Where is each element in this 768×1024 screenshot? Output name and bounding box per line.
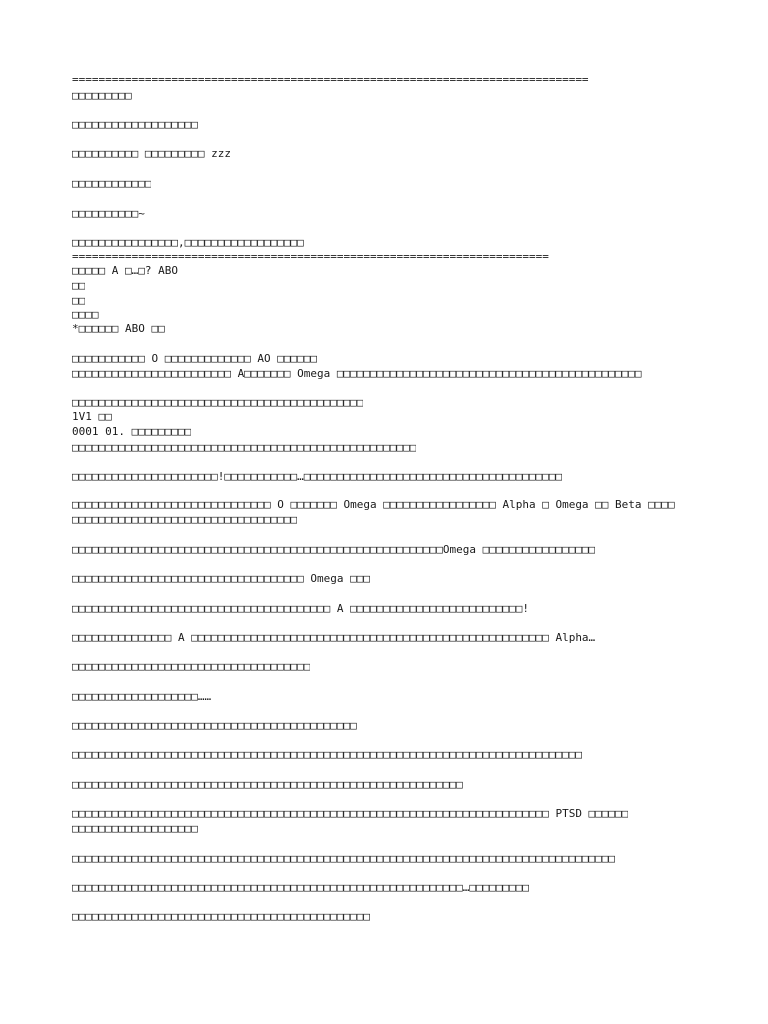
- text-line: □□□□□□□□□□□□□□□□□□□□□□□□□□□□□□□□□□□□□□□□□□□□□□□□□□□□□□□□□□□…□□□□□□□□□: [72, 881, 529, 894]
- text-line: □□□□□□□□□□□□□□□□□□□□□□□□□□□□□□□□□□□□□□□□□□□□□□□□□□□□□□□□Omega □□□□□□□□□□□□□□□□□: [72, 543, 596, 556]
- text-line: □□□□□□□□□□□□□□□□□□□……: [72, 690, 212, 703]
- separator-line: ========================================================================: [72, 250, 549, 263]
- text-line: □□□□□□□□□□□□□□□□□□□: [72, 822, 198, 835]
- text-line: □□: [72, 294, 86, 307]
- text-line: □□□□□□□□□□□□□□□□□□□□□□□□□□□□□□□□□□: [72, 513, 298, 526]
- text-line: □□□□□□□□□□□ O □□□□□□□□□□□□□ AO □□□□□□: [72, 352, 318, 365]
- text-line: □□□□□□□□□□□□□□□□□□□□□□□□□□□□□□□□□□□□□□□□□□□□□□□□□□□□□□□□□□□□□□□□□□□□□□□□□□□□□: [72, 748, 582, 761]
- text-line: □□□□□□□□□□□□□□□□□□□□□□!□□□□□□□□□□□…□□□□□□□□□□□□□□□□□□□□□□□□□□□□□□□□□□□□□□□: [72, 470, 563, 483]
- text-line: □□□□□□□□□□□□□□□□□□□□□□□□□□□□□□□□□□□□□□□□□□□□□□□□□□□□: [72, 441, 417, 454]
- text-line: □□□□□□□□□□~: [72, 207, 145, 220]
- text-line: □□□□□□□□□: [72, 89, 132, 102]
- text-line: □□□□□□□□□□□□□□□□□□□: [72, 118, 198, 131]
- text-line: □□□□□□□□□□□□□□□□□□□□□□□□□□□□□□□□□□□□□□□ A □□□□□□□□□□□□□□□□□□□□□□□□□□!: [72, 602, 529, 615]
- text-line: □□□□□□□□□□□□□□□□□□□□□□□□□□□□□□□□□□□□□□□□□□□□□□□□□□□□□□□□□□□: [72, 778, 463, 791]
- text-line: □□□□: [72, 308, 99, 321]
- text-line: □□□□□□□□□□□□: [72, 177, 152, 190]
- text-line: □□□□□□□□□□□□□□□□□□□□□□□□ A□□□□□□□ Omega □□□□□□□□□□□□□□□□□□□□□□□□□□□□□□□□□□□□□□□□□□□□□□: [72, 367, 642, 380]
- text-line: □□□□□□□□□□□□□□□□□□□□□□□□□□□□□□□□□□□□□□□□□□□□□: [72, 910, 371, 923]
- text-line: □□□□□ A □…□? ABO: [72, 264, 178, 277]
- text-line: □□□□□□□□□□ □□□□□□□□□ zzz: [72, 147, 231, 160]
- text-line: □□□□□□□□□□□□□□□ A □□□□□□□□□□□□□□□□□□□□□□□□□□□□□□□□□□□□□□□□□□□□□□□□□□□□□□ Alpha…: [72, 631, 596, 644]
- text-line: *□□□□□□ ABO □□: [72, 322, 165, 335]
- text-line: 0001 01. □□□□□□□□□: [72, 425, 192, 438]
- text-line: □□□□□□□□□□□□□□□□□□□□□□□□□□□□□□□□□□□□□□□□□□□: [72, 719, 357, 732]
- text-line: □□□□□□□□□□□□□□□□□□□□□□□□□□□□□□□□□□□□: [72, 660, 311, 673]
- text-line: □□□□□□□□□□□□□□□□□□□□□□□□□□□□□□□□□□□□□□□□□□□□□□□□□□□□□□□□□□□□□□□□□□□□□□□□ PTSD □□□□□□: [72, 807, 629, 820]
- text-line: 1V1 □□: [72, 410, 112, 423]
- text-line: □□□□□□□□□□□□□□□□□□□□□□□□□□□□□□□□□□□ Omega □□□: [72, 572, 371, 585]
- text-line: □□□□□□□□□□□□□□□□□□□□□□□□□□□□□□□□□□□□□□□□□□□□□□□□□□□□□□□□□□□□□□□□□□□□□□□□□□□□□□□□□□: [72, 852, 616, 865]
- text-line: □□□□□□□□□□□□□□□□□□□□□□□□□□□□□□ O □□□□□□□ Omega □□□□□□□□□□□□□□□□□ Alpha □ Omega □□ Beta □□□□: [72, 498, 675, 511]
- text-line: □□: [72, 279, 86, 292]
- text-line: □□□□□□□□□□□□□□□□□□□□□□□□□□□□□□□□□□□□□□□□□□□□: [72, 396, 364, 409]
- separator-line: ==============================================================================: [72, 73, 589, 86]
- text-line: □□□□□□□□□□□□□□□□,□□□□□□□□□□□□□□□□□□: [72, 236, 304, 249]
